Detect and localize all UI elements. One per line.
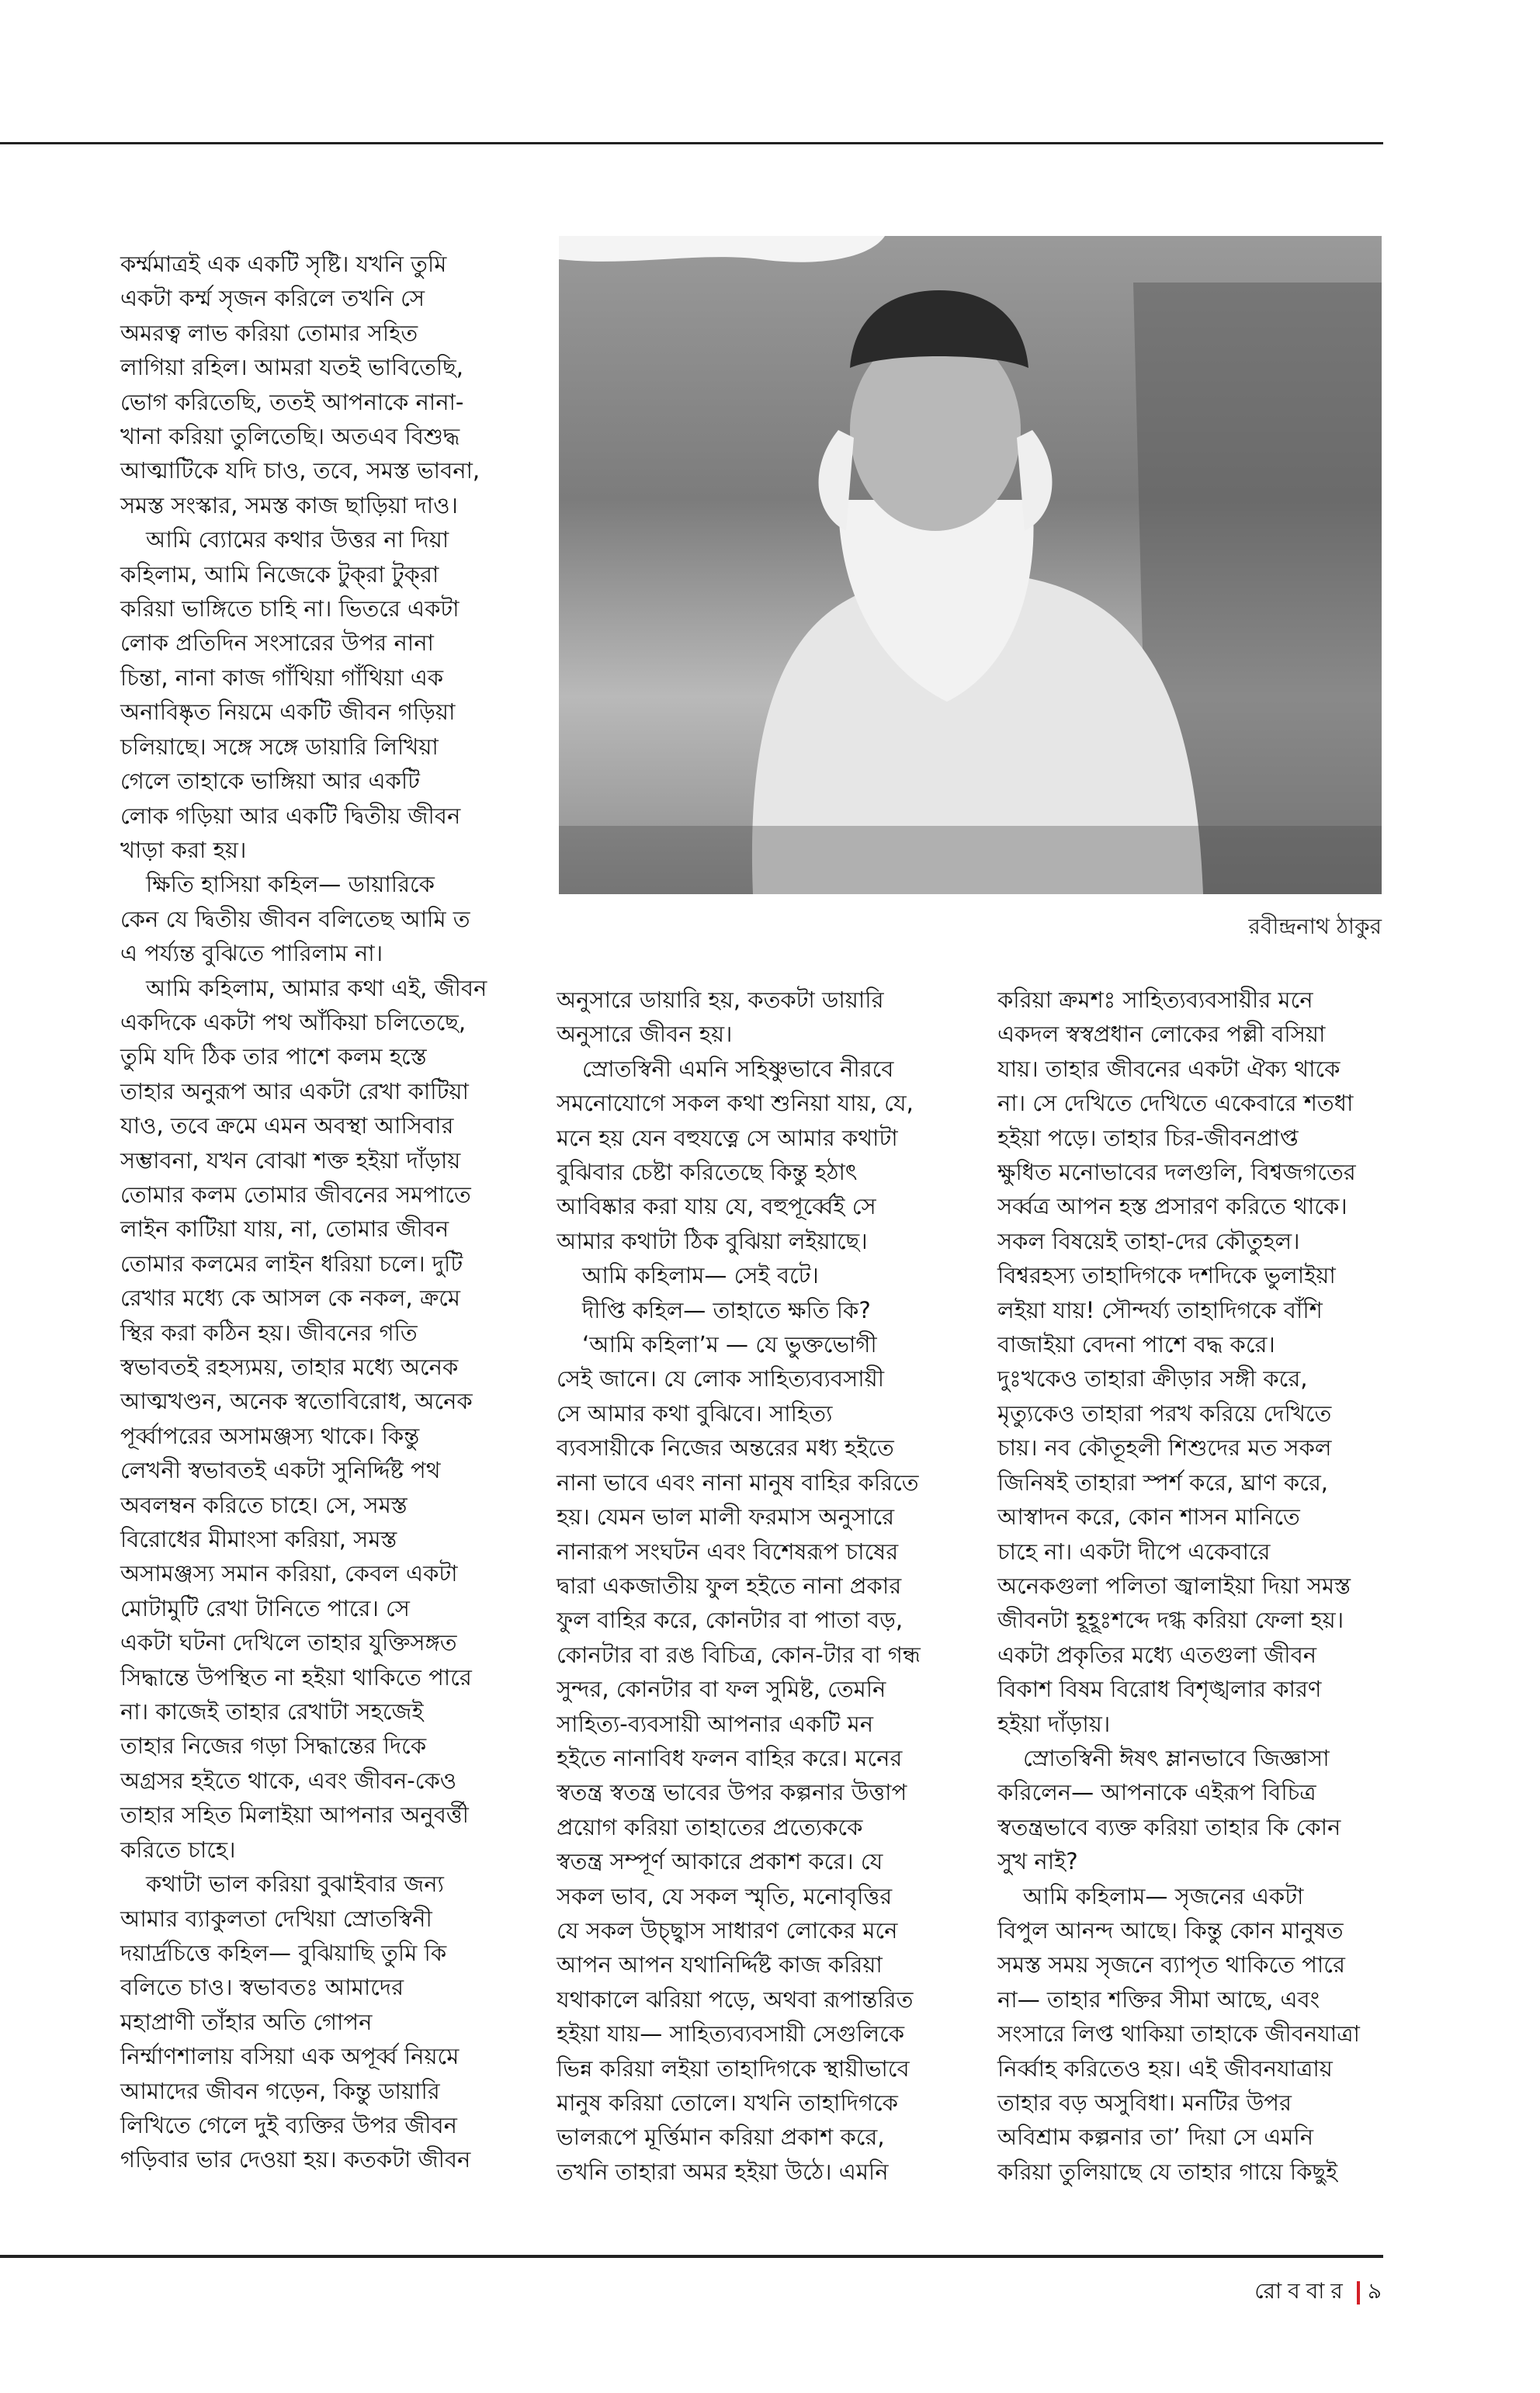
text-line: লোক গড়িয়া আর একটি দ্বিতীয় জীবন: [120, 802, 461, 829]
paragraph: [997, 983, 1386, 1741]
text-line: দীপ্তি কহিল— তাহাতে ক্ষতি কি?: [582, 1296, 871, 1323]
text-line: সকল ভাব, যে সকল স্মৃতি, মনোবৃত্তির: [557, 1882, 893, 1909]
paragraph: [557, 1258, 976, 1292]
text-line: সুখ নাই?: [997, 1848, 1078, 1875]
text-line: কর্ম্মমাত্রই এক একটি সৃষ্টি। যখনি তুমি: [120, 251, 447, 277]
text-line: একটা প্রকৃতির মধ্যে এতগুলা জীবন: [997, 1641, 1317, 1668]
text-line: নানারূপ সংঘটন এবং বিশেষরূপ চাষের: [557, 1538, 899, 1565]
bottom-rule: [0, 2255, 1383, 2258]
text-line: তোমার কলমের লাইন ধরিয়া চলে। দুটি: [120, 1250, 463, 1277]
text-line: পূর্ব্বাপরের অসামঞ্জস্য থাকে। কিন্তু: [120, 1422, 420, 1449]
text-line: কেন যে দ্বিতীয় জীবন বলিতেছ আমি ত: [120, 905, 470, 932]
text-line: আমার ব্যাকুলতা দেখিয়া স্রোতস্বিনী: [120, 1905, 432, 1932]
text-line: সমস্ত সংস্কার, সমস্ত কাজ ছাড়িয়া দাও।: [120, 491, 458, 518]
text-line: বিশ্বরহস্য তাহাদিগকে দশদিকে ভুলাইয়া: [997, 1262, 1336, 1289]
text-line: এ পর্য্যন্ত বুঝিতে পারিলাম না।: [120, 940, 383, 967]
text-line: চলিয়াছে। সঙ্গে সঙ্গে ডায়ারি লিখিয়া: [120, 733, 439, 760]
text-line: গেলে তাহাকে ভাঙ্গিয়া আর একটি: [120, 768, 420, 795]
text-line: করিতে চাহে।: [120, 1836, 236, 1863]
text-line: স্বতন্ত্রভাবে ব্যক্ত করিয়া তাহার কি কোন: [997, 1813, 1341, 1840]
text-line: আস্বাদন করে, কোন শাসন মানিতে: [997, 1503, 1300, 1531]
text-line: অমরত্ব লাভ করিয়া তোমার সহিত: [120, 319, 418, 346]
text-line: চাহে না। একটা দীপে একেবারে: [997, 1538, 1271, 1565]
footer-divider: [1357, 2281, 1360, 2305]
paragraph: [557, 1327, 976, 2189]
page-number: ৯: [1367, 2278, 1382, 2304]
text-line: আবিষ্কার করা যায় যে, বহুপূর্ব্বেই সে: [557, 1193, 876, 1220]
text-line: খাড়া করা হয়।: [120, 836, 247, 863]
text-line: কোনটার বা রঙ বিচিত্র, কোন-টার বা গন্ধ: [557, 1641, 921, 1668]
text-line: যে সকল উচ্ছ্বাস সাধারণ লোকের মনে: [557, 1916, 898, 1944]
text-line: লিখিতে গেলে দুই ব্যক্তির উপর জীবন: [120, 2111, 457, 2138]
portrait-image: [559, 236, 1382, 894]
photo-caption: রবীন্দ্রনাথ ঠাকুর: [1248, 914, 1382, 939]
text-line: সাহিত্য-ব্যবসায়ী আপনার একটি মন: [557, 1710, 874, 1737]
text-line: না— তাহার শক্তির সীমা আছে, এবং: [997, 1985, 1320, 2013]
text-line: স্বভাবতই রহস্যময়, তাহার মধ্যে অনেক: [120, 1354, 459, 1380]
text-line: দ্বারা একজাতীয় ফুল হইতে নানা প্রকার: [557, 1572, 902, 1599]
text-line: স্থির করা কঠিন হয়। জীবনের গতি: [120, 1319, 418, 1346]
text-line: তাহার অনুরূপ আর একটা রেখা কাটিয়া: [120, 1077, 469, 1105]
paragraph: [557, 1052, 976, 1258]
paragraph: [120, 867, 524, 970]
text-line: চিন্তা, নানা কাজ গাঁথিয়া গাঁথিয়া এক: [120, 664, 444, 691]
text-line: আমার কথাটা ঠিক বুঝিয়া লইয়াছে।: [557, 1227, 868, 1254]
paragraph: [120, 1867, 524, 2177]
text-line: নানা ভাবে এবং নানা মানুষ বাহির করিতে: [557, 1469, 919, 1496]
text-line: আপন আপন যথানির্দ্দিষ্ট কাজ করিয়া: [557, 1951, 883, 1979]
text-line: কহিলাম, আমি নিজেকে টুক্‌রা টুক্‌রা: [120, 560, 439, 588]
text-line: সমনোযোগে সকল কথা শুনিয়া যায়, যে,: [557, 1090, 914, 1117]
text-line: বাজাইয়া বেদনা পাশে বদ্ধ করে।: [997, 1331, 1275, 1358]
text-line: স্রোতস্বিনী ঈষৎ ম্লানভাবে জিজ্ঞাসা: [1023, 1744, 1330, 1771]
text-line: অনুসারে ডায়ারি হয়, কতকটা ডায়ারি: [557, 987, 884, 1013]
text-line: দুঃখকেও তাহারা ক্রীড়ার সঙ্গী করে,: [997, 1365, 1308, 1392]
text-line: অনাবিষ্কৃত নিয়মে একটি জীবন গড়িয়া: [120, 699, 456, 726]
text-line: একটা কর্ম্ম সৃজন করিলে তখনি সে: [120, 285, 425, 312]
text-line: সিদ্ধান্তে উপস্থিত না হইয়া থাকিতে পারে: [120, 1663, 472, 1691]
text-line: দয়ার্দ্রচিত্তে কহিল— বুঝিয়াছি তুমি কি: [120, 1939, 447, 1966]
text-line: আমি কহিলাম— সেই বটে।: [582, 1262, 819, 1289]
text-line: না। সে দেখিতে দেখিতে একেবারে শতধা: [997, 1090, 1354, 1117]
text-line: সম্ভাবনা, যখন বোঝা শক্ত হইয়া দাঁড়ায়: [120, 1146, 461, 1174]
paragraph: [997, 1741, 1386, 1879]
article-column-2: [557, 983, 976, 2189]
text-line: প্রয়োগ করিয়া তাহাতের প্রত্যেককে: [557, 1813, 863, 1840]
text-line: আমাদের জীবন গড়েন, কিন্তু ডায়ারি: [120, 2077, 440, 2104]
text-line: ‘আমি কহিলা’ম — যে ভুক্তভোগী: [582, 1331, 877, 1358]
text-line: মহাপ্রাণী তাঁহার অতি গোপন: [120, 2008, 373, 2035]
text-line: সমস্ত সময় সৃজনে ব্যাপৃত থাকিতে পারে: [997, 1951, 1345, 1979]
text-line: স্বতন্ত্র স্বতন্ত্র ভাবের উপর কল্পনার উত্তাপ: [557, 1779, 907, 1806]
text-line: একদিকে একটা পথ আঁকিয়া চলিতেছে,: [120, 1008, 467, 1035]
text-line: আত্মখণ্ডন, অনেক স্বতোবিরোধ, অনেক: [120, 1388, 473, 1415]
text-line: অনুসারে জীবন হয়।: [557, 1021, 733, 1048]
text-line: করিয়া তুলিয়াছে যে তাহার গায়ে কিছুই: [997, 2158, 1338, 2185]
text-line: তাহার সহিত মিলাইয়া আপনার অনুবর্ত্তী: [120, 1802, 469, 1829]
text-line: আমি ব্যোমের কথার উত্তর না দিয়া: [146, 526, 449, 553]
text-line: হইয়া দাঁড়ায়।: [997, 1710, 1111, 1737]
page-footer: [1254, 2274, 1382, 2311]
text-line: অবিশ্রাম কল্পনার তা’ দিয়া সে এমনি: [997, 2124, 1314, 2151]
text-line: বিরোধের মীমাংসা করিয়া, সমস্ত: [120, 1526, 397, 1553]
text-line: হয়। যেমন ভাল মালী ফরমাস অনুসারে: [557, 1503, 895, 1531]
article-column-3: [997, 983, 1386, 2189]
text-line: সুন্দর, কোনটার বা ফল সুমিষ্ট, তেমনি: [557, 1676, 886, 1703]
text-line: ক্ষিতি হাসিয়া কহিল— ডায়ারিকে: [146, 871, 435, 898]
text-line: ভালরূপে মূর্ত্তিমান করিয়া প্রকাশ করে,: [557, 2124, 885, 2151]
text-line: খানা করিয়া তুলিতেছি। অতএব বিশুদ্ধ: [120, 423, 460, 450]
paragraph: [997, 1879, 1386, 2190]
text-line: অনেকগুলা পলিতা জ্বালাইয়া দিয়া সমস্ত: [997, 1572, 1351, 1599]
text-line: স্বতন্ত্র সম্পূর্ণ আকারে প্রকাশ করে। যে: [557, 1848, 883, 1875]
article-column-1: [120, 247, 524, 2177]
text-line: একটা ঘটনা দেখিলে তাহার যুক্তিসঙ্গত: [120, 1629, 457, 1656]
text-line: মানুষ করিয়া তোলে। যখনি তাহাদিগকে: [557, 2090, 898, 2116]
paragraph: [557, 983, 976, 1052]
text-line: বিপুল আনন্দ আছে। কিন্তু কোন মানুষত: [997, 1916, 1344, 1944]
text-line: জীবনটা হূহূঃশব্দে দগ্ধ করিয়া ফেলা হয়।: [997, 1607, 1344, 1634]
text-line: আমি কহিলাম, আমার কথা এই, জীবন: [146, 974, 487, 1001]
text-line: তখনি তাহারা অমর হইয়া উঠে। এমনি: [557, 2158, 889, 2185]
text-line: সকল বিষয়েই তাহা-দের কৌতুহল।: [997, 1227, 1300, 1254]
text-line: সংসারে লিপ্ত থাকিয়া তাহাকে জীবনযাত্রা: [997, 2020, 1360, 2048]
text-line: যথাকালে ঝরিয়া পড়ে, অথবা রূপান্তরিত: [557, 1985, 914, 2013]
text-line: তাহার বড় অসুবিধা। মনটির উপর: [997, 2090, 1292, 2116]
text-line: সেই জানে। যে লোক সাহিত্যব্যবসায়ী: [557, 1365, 885, 1392]
text-line: হইয়া পড়ে। তাহার চির-জীবনপ্রাপ্ত: [997, 1124, 1299, 1151]
text-line: করিলেন— আপনাকে এইরূপ বিচিত্র: [997, 1779, 1316, 1806]
text-line: লাগিয়া রহিল। আমরা যতই ভাবিতেছি,: [120, 354, 463, 381]
text-line: কথাটা ভাল করিয়া বুঝাইবার জন্য: [146, 1871, 444, 1898]
text-line: হইতে নানাবিধ ফলন বাহির করে। মনের: [557, 1744, 903, 1771]
text-line: যায়। তাহার জীবনের একটা ঐক্য থাকে: [997, 1055, 1341, 1082]
paragraph: [557, 1293, 976, 1327]
text-line: মনে হয় যেন বহুযত্নে সে আমার কথাটা: [557, 1124, 898, 1151]
text-line: তুমি যদি ঠিক তার পাশে কলম হস্তে: [120, 1043, 427, 1070]
text-line: করিয়া ক্রমশঃ সাহিত্যব্যবসায়ীর মনে: [997, 987, 1313, 1013]
text-line: করিয়া ভাঙ্গিতে চাহি না। ভিতরে একটা: [120, 595, 460, 623]
text-line: মৃত্যুকেও তাহারা পরখ করিয়ে দেখিতে: [997, 1399, 1332, 1427]
text-line: ফুল বাহির করে, কোনটার বা পাতা বড়,: [557, 1607, 904, 1634]
text-line: একদল স্বস্বপ্রধান লোকের পল্লী বসিয়া: [997, 1021, 1326, 1048]
text-line: ভিন্ন করিয়া লইয়া তাহাদিগকে স্থায়ীভাবে: [557, 2055, 910, 2082]
text-line: ভোগ করিতেছি, ততই আপনাকে নানা-: [120, 388, 464, 415]
text-line: না। কাজেই তাহার রেখাটা সহজেই: [120, 1698, 424, 1725]
text-line: আমি কহিলাম— সৃজনের একটা: [1023, 1882, 1304, 1909]
text-line: সে আমার কথা বুঝিবে। সাহিত্য: [557, 1399, 833, 1427]
text-line: গড়িবার ভার দেওয়া হয়। কতকটা জীবন: [120, 2146, 471, 2173]
paragraph: [120, 247, 524, 522]
text-line: মোটামুটি রেখা টানিতে পারে। সে: [120, 1594, 410, 1621]
text-line: যাও, তবে ক্রমে এমন অবস্থা আসিবার: [120, 1112, 454, 1139]
text-line: নির্ম্মাণশালায় বসিয়া এক অপূর্ব্ব নিয়মে: [120, 2043, 460, 2070]
text-line: হইয়া যায়— সাহিত্যব্যবসায়ী সেগুলিকে: [557, 2020, 905, 2048]
text-line: নির্ব্বাহ করিতেও হয়। এই জীবনযাত্রায়: [997, 2055, 1333, 2082]
text-line: অগ্রসর হইতে থাকে, এবং জীবন-কেও: [120, 1767, 457, 1794]
paragraph: [120, 522, 524, 867]
text-line: লেখনী স্বভাবতই একটা সুনির্দ্দিষ্ট পথ: [120, 1457, 441, 1484]
text-line: বিকাশ বিষম বিরোধ বিশৃঙ্খলার কারণ: [997, 1676, 1322, 1703]
text-line: ক্ষুধিত মনোভাবের দলগুলি, বিশ্বজগতের: [997, 1159, 1356, 1186]
text-line: ব্যবসায়ীকে নিজের অন্তরের মধ্য হইতে: [557, 1434, 894, 1462]
text-line: লইয়া যায়! সৌন্দর্য্য তাহাদিগকে বাঁশি: [997, 1296, 1323, 1323]
top-rule: [0, 142, 1383, 144]
text-line: তোমার কলম তোমার জীবনের সমপাতে: [120, 1181, 471, 1208]
magazine-name: রোববার: [1254, 2278, 1349, 2304]
text-line: আত্মাটিকে যদি চাও, তবে, সমস্ত ভাবনা,: [120, 457, 480, 484]
portrait-photo: [559, 236, 1382, 894]
paragraph: [120, 971, 524, 1868]
text-line: চায়। নব কৌতূহলী শিশুদের মত সকল: [997, 1434, 1332, 1462]
text-line: লোক প্রতিদিন সংসারের উপর নানা: [120, 629, 434, 657]
text-line: সর্ব্বত্র আপন হস্ত প্রসারণ করিতে থাকে।: [997, 1193, 1348, 1220]
text-line: বুঝিবার চেষ্টা করিতেছে কিন্তু হঠাৎ: [557, 1159, 858, 1186]
text-line: লাইন কাটিয়া যায়, না, তোমার জীবন: [120, 1216, 449, 1243]
text-line: রেখার মধ্যে কে আসল কে নকল, ক্রমে: [120, 1285, 460, 1312]
text-line: বলিতে চাও। স্বভাবতঃ আমাদের: [120, 1974, 404, 2001]
text-line: তাহার নিজের গড়া সিদ্ধান্তের দিকে: [120, 1732, 427, 1760]
text-line: অবলম্বন করিতে চাহে। সে, সমস্ত: [120, 1491, 408, 1518]
text-line: অসামঞ্জস্য সমান করিয়া, কেবল একটা: [120, 1560, 458, 1587]
text-line: স্রোতস্বিনী এমনি সহিষ্ণুভাবে নীরবে: [582, 1055, 894, 1082]
text-line: জিনিষই তাহারা স্পর্শ করে, ঘ্রাণ করে,: [997, 1469, 1329, 1496]
